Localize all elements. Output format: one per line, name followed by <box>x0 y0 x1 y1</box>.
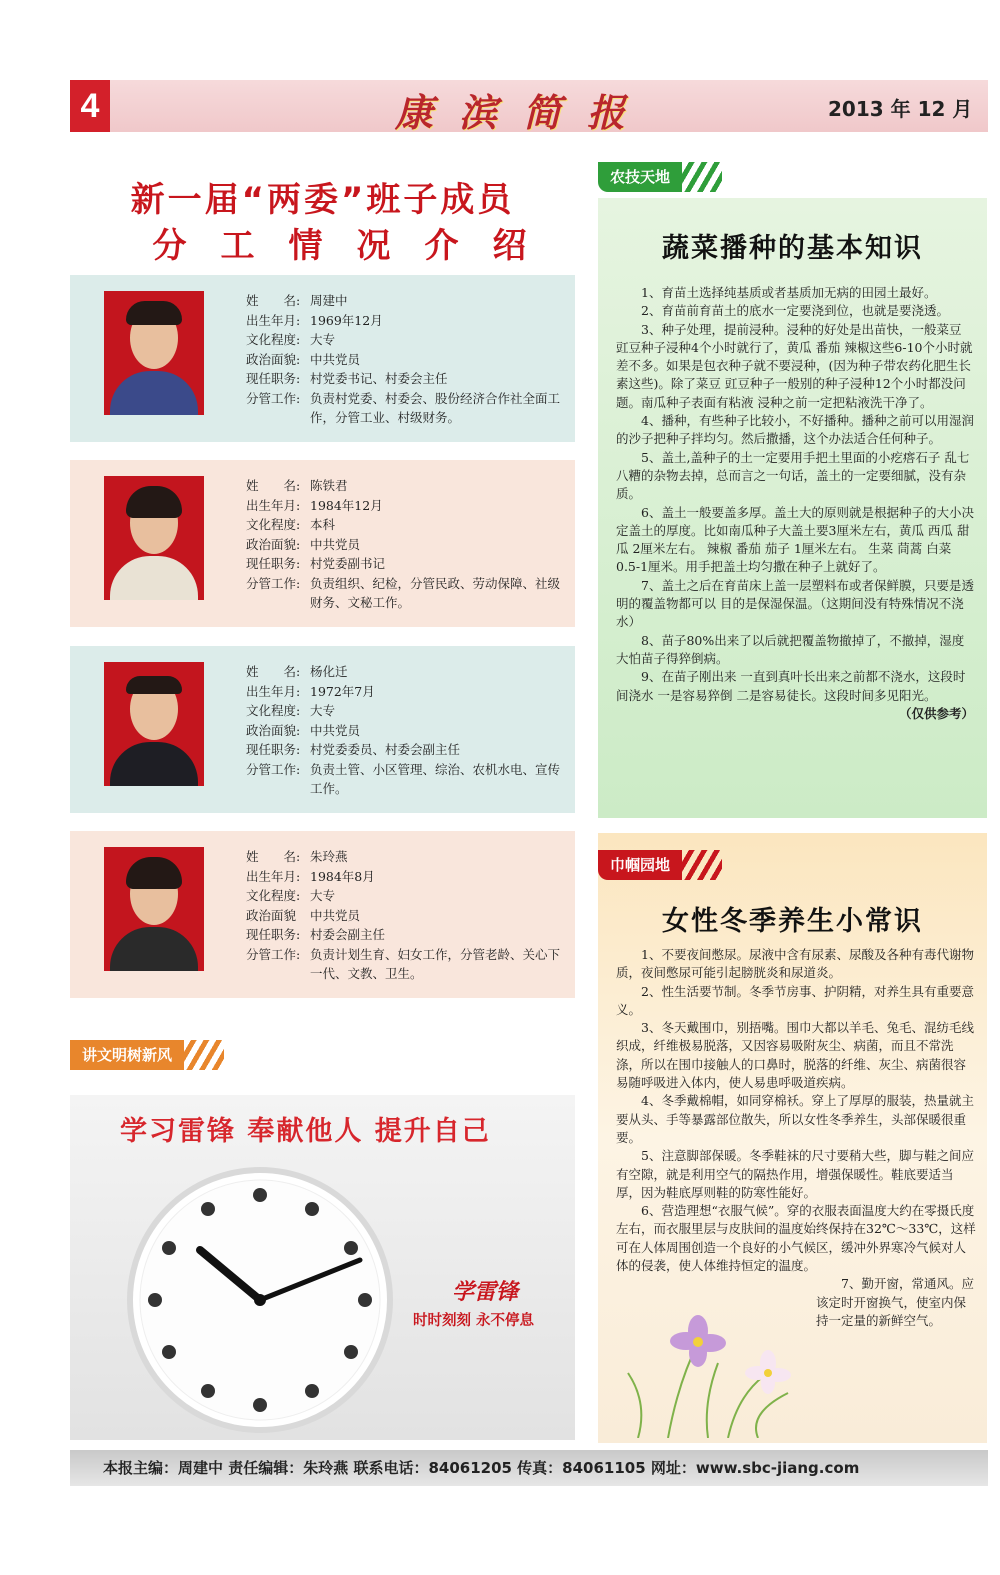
member-duties: 负责土管、小区管理、综治、农机水电、宣传工作。 <box>310 761 561 796</box>
member-card-1 <box>70 275 575 442</box>
article-title: 蔬菜播种的基本知识 <box>662 233 923 264</box>
issue-date: 2013 年 12 月 <box>828 97 973 121</box>
stripes-decoration <box>682 850 722 880</box>
member-info: 姓 名: 周建中 出生年月: 1969年12月 文化程度: 大专 政治面貌: 中共党员 现任职务: 村党委书记、村委会主任 分管工作: 负责村党委、村委会、股份经济合作社全面工作，分管工业、村级财务。 <box>246 291 560 428</box>
article-paragraph: 5、盖土,盖种子的土一定要用手把土里面的小疙瘩石子 乱七八糟的杂物去掉，总而言之一句话，盖土的一定要细腻，没有杂质。 <box>616 449 970 502</box>
member-birth: 1972年7月 <box>310 683 375 699</box>
article-paragraph: 4、播种，有些种子比较小，不好播种。播种之前可以用湿润的沙子把种子拌均匀。然后撒播，这个办法适合任何种子。 <box>616 413 974 447</box>
article-paragraph: 3、种子处理，提前浸种。浸种的好处是出苗快，一般菜豆 豇豆种子浸种4个小时就行了，黄瓜 番茄 辣椒这些6-10个小时就差不多。如果是包衣种子就不要浸种，(因为种子带农药化肥生长素这些)。除了菜豆 豇豆种子一般别的种子浸种12个小时都没问题。南瓜种子表面有粘液 浸种之前一定把粘液洗干净了。 <box>616 321 973 410</box>
article-paragraph: 7、盖土之后在育苗床上盖一层塑料布或者保鲜膜，只要是透明的覆盖物都可以 目的是保湿保温。（这期间没有特殊情况不浇水） <box>616 577 974 630</box>
article-paragraph: 6、盖土一般要盖多厚。盖土大的原则就是根据种子的大小决定盖土的厚度。比如南瓜种子大盖土要3厘米左右，黄瓜 西瓜 甜瓜 2厘米左右。 辣椒 番茄 茄子 1厘米左右。 生菜 茼蒿 白菜 0.5-1厘米。用手把盖土均匀撒在种子上就好了。 <box>616 504 974 575</box>
member-info: 姓 名: 杨化迁 出生年月: 1972年7月 文化程度: 大专 政治面貌: 中共党员 现任职务: 村党委委员、村委会副主任 分管工作: 负责土管、小区管理、综治、农机水电、宣传工作。 <box>246 662 560 799</box>
member-politics: 中共党员 <box>310 907 361 923</box>
member-duties: 负责计划生育、妇女工作，分管老龄、关心下一代、文教、卫生。 <box>310 946 561 981</box>
member-education: 本科 <box>310 517 336 532</box>
member-position: 村党委委员、村委会副主任 <box>310 742 461 757</box>
article-paragraph: 5、注意脚部保暖。冬季鞋袜的尺寸要稍大些，脚与鞋之间应有空隙，就是利用空气的隔热作用，增强保暖性。鞋底要适当厚，因为鞋底厚则鞋的防寒性能好。 <box>616 1148 974 1200</box>
member-birth: 1969年12月 <box>310 312 383 328</box>
section-tab-women: 巾帼园地 <box>598 850 722 880</box>
member-position: 村党委书记、村委会主任 <box>310 371 448 386</box>
article-body <box>616 284 974 723</box>
member-name: 杨化迁 <box>310 664 348 679</box>
headline-line-1: 新一届“两委”班子成员 <box>130 180 515 220</box>
poster-signature: 学雷锋 <box>452 1279 519 1305</box>
member-position: 村委会副主任 <box>310 927 386 942</box>
member-birth: 1984年12月 <box>310 497 383 513</box>
member-birth: 1984年8月 <box>310 868 375 884</box>
member-info: 姓 名: 朱玲燕 出生年月: 1984年8月 文化程度: 大专 政治面貌 中共党员 现任职务: 村委会副主任 分管工作: 负责计划生育、妇女工作，分管老龄、关心下一代、文教、卫生。 <box>246 847 560 984</box>
member-photo <box>104 476 204 600</box>
poster-subslogan: 时时刻刻 永不停息 <box>413 1313 535 1329</box>
member-education: 大专 <box>310 332 336 347</box>
member-education: 大专 <box>310 888 336 903</box>
stripes-decoration <box>184 1040 224 1070</box>
member-politics: 中共党员 <box>310 536 361 552</box>
member-photo <box>104 662 204 786</box>
member-card-4 <box>70 831 575 998</box>
member-politics: 中共党员 <box>310 351 361 367</box>
article-paragraph: 2、性生活要节制。冬季节房事、护阴精，对养生具有重要意义。 <box>616 983 974 1017</box>
article-paragraph: 6、营造理想“衣服气候”。穿的衣服表面温度大约在零摄氏度左右，而衣服里层与皮肤间的温度始终保持在32℃～33℃，这样可在人体周围创造一个良好的小气候区，缓冲外界寒冷气候对人体的侵袭，使人体维持恒定的温度。 <box>616 1203 976 1274</box>
member-photo <box>104 291 204 415</box>
stripes-decoration <box>682 162 722 192</box>
member-name: 陈铁君 <box>310 478 348 493</box>
member-card-2 <box>70 460 575 627</box>
article-note: （仅供参考） <box>898 705 974 721</box>
flower-illustration <box>608 1303 808 1438</box>
article-vegetable-sowing <box>598 198 987 818</box>
member-name: 周建中 <box>310 293 348 308</box>
footer-bar <box>70 1450 988 1486</box>
masthead-title: 康滨简报 <box>395 90 652 135</box>
article-paragraph: 7、勤开窗，常通风。应该定时开窗换气，使室内保持一定量的新鲜空气。 <box>816 1276 974 1328</box>
headline-line-2: 分工情况介绍 <box>152 226 561 266</box>
article-paragraph: 3、冬天戴围巾，别捂嘴。围巾大都以羊毛、兔毛、混纺毛线织成，纤维极易脱落，又因容易吸附灰尘、病菌，而且不常洗涤，所以在围巾接触人的口鼻时，脱落的纤维、灰尘、病菌很容易随呼吸进入体内，使人易患呼吸道疾病。 <box>616 1020 974 1091</box>
article-winter-health <box>598 833 987 1443</box>
section-tab-civility: 讲文明树新风 <box>70 1040 224 1070</box>
section-tab-agritech: 农技天地 <box>598 162 722 192</box>
poster-slogan: 学习雷锋 奉献他人 提升自己 <box>120 1116 491 1147</box>
clock-icon <box>125 1165 395 1435</box>
footer-credits: 本报主编：周建中 责任编辑：朱玲燕 联系电话：84061205 传真：84061105 网址：www.sbc-jiang.com <box>103 1459 860 1477</box>
member-education: 大专 <box>310 703 336 718</box>
article-paragraph: 4、冬季戴棉帽，如同穿棉袄。穿上了厚厚的服装，热量就主要从头、手等暴露部位散失，所以女性冬季养生，头部保暖很重要。 <box>616 1093 974 1145</box>
member-position: 村党委副书记 <box>310 556 386 571</box>
article-paragraph: 9、在苗子刚出来 一直到真叶长出来之前都不浇水，这段时间浇水 一是容易猝倒 二是容易徒长。这段时间多见阳光。 <box>616 669 966 703</box>
lei-feng-poster <box>70 1095 575 1440</box>
member-duties: 负责村党委、村委会、股份经济合作社全面工作，分管工业、村级财务。 <box>310 390 561 425</box>
article-paragraph: 1、不要夜间憋尿。尿液中含有尿素、尿酸及各种有毒代谢物质，夜间憋尿可能引起膀胱炎和尿道炎。 <box>616 947 974 981</box>
member-politics: 中共党员 <box>310 722 361 738</box>
member-name: 朱玲燕 <box>310 849 348 864</box>
article-paragraph: 8、苗子80%出来了以后就把覆盖物撤掉了，不撤掉，湿度大怕苗子得猝倒病。 <box>616 632 965 666</box>
article-body <box>616 946 976 1330</box>
page-number: 4 <box>70 80 110 132</box>
article-paragraph: 2、育苗前育苗土的底水一定要浇到位，也就是要浇透。 <box>641 303 949 319</box>
member-card-3 <box>70 646 575 813</box>
member-duties: 负责组织、纪检，分管民政、劳动保障、社级财务、文秘工作。 <box>310 575 561 610</box>
article-paragraph: 1、育苗土选择纯基质或者基质加无病的田园土最好。 <box>641 285 937 300</box>
member-info: 姓 名: 陈铁君 出生年月: 1984年12月 文化程度: 本科 政治面貌: 中共党员 现任职务: 村党委副书记 分管工作: 负责组织、纪检，分管民政、劳动保障、社级财务、文秘工作。 <box>246 476 560 613</box>
member-photo <box>104 847 204 971</box>
article-title: 女性冬季养生小常识 <box>662 906 923 937</box>
